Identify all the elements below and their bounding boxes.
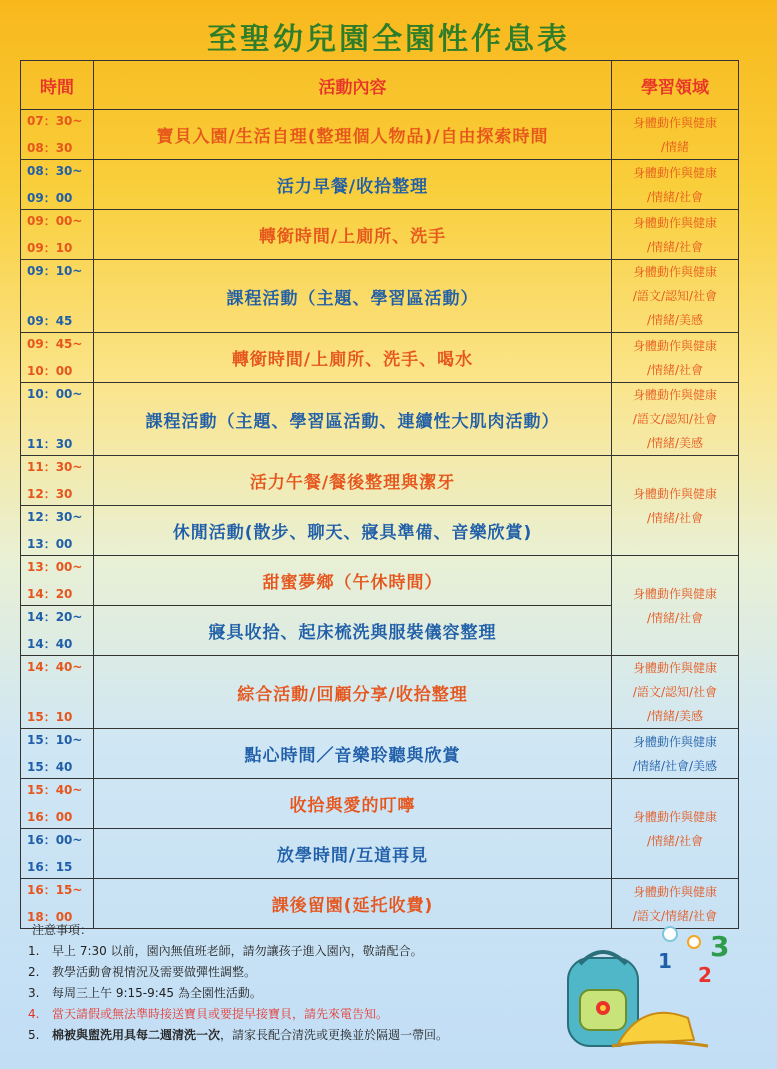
- end-time: 09：00: [27, 191, 73, 205]
- learning-area-line: /情緒/美感: [646, 313, 704, 327]
- activity-cell: 點心時間／音樂聆聽與欣賞: [94, 729, 612, 779]
- activity-cell: 綜合活動/回顧分享/收拾整理: [94, 656, 612, 729]
- activity-cell: 寶貝入園/生活自理(整理個人物品)/自由探索時間: [94, 110, 612, 160]
- start-time: 15：10~: [27, 733, 83, 747]
- activity-cell: 轉銜時間/上廁所、洗手、喝水: [94, 333, 612, 383]
- time-cell: [21, 606, 94, 656]
- backpack-illustration: [548, 920, 748, 1060]
- end-time: 14：20: [27, 587, 73, 601]
- learning-area-cell: [612, 729, 739, 779]
- time-cell: [21, 456, 94, 506]
- learning-area-line: 身體動作與健康: [632, 165, 717, 180]
- learning-area-line: /語文/認知/社會: [632, 685, 718, 699]
- start-time: 16：00~: [27, 833, 83, 847]
- deco-number: 3: [710, 930, 730, 963]
- learning-area-line: /情緒/社會: [646, 239, 704, 254]
- learning-area-cell: [612, 656, 739, 729]
- learning-area-line: 身體動作與健康: [632, 661, 717, 675]
- activity-cell: 轉銜時間/上廁所、洗手: [94, 210, 612, 260]
- learning-area-line: 身體動作與健康: [632, 338, 717, 353]
- learning-area-line: /語文/情緒/社會: [632, 908, 718, 923]
- end-time: 16：15: [27, 860, 73, 874]
- table-row: [21, 456, 739, 506]
- start-time: 07：30~: [27, 114, 83, 128]
- end-time: 12：30: [27, 487, 73, 501]
- deco-number: 2: [698, 963, 712, 987]
- activity-cell: 休閒活動(散步、聊天、寢具準備、音樂欣賞): [94, 506, 612, 556]
- end-time: 14：40: [27, 637, 73, 651]
- learning-area-line: 身體動作與健康: [632, 265, 717, 279]
- note-item: 1. 早上 7:30 以前，園內無值班老師，請勿讓孩子進入園內，敬請配合。: [28, 944, 423, 958]
- table-row: [21, 729, 739, 779]
- time-cell: [21, 160, 94, 210]
- time-cell: [21, 556, 94, 606]
- learning-area-line: /語文/認知/社會: [632, 289, 718, 303]
- table-row: [21, 260, 739, 333]
- end-time: 09：10: [27, 241, 73, 255]
- learning-area-line: /情緒/社會: [646, 833, 704, 848]
- table-row: [21, 210, 739, 260]
- learning-area-cell: [612, 260, 739, 333]
- learning-area-line: 身體動作與健康: [632, 215, 717, 230]
- header-activity: 活動內容: [94, 61, 612, 110]
- start-time: 14：20~: [27, 610, 83, 624]
- note-item: 3. 每周三上午 9:15-9:45 為全園性活動。: [28, 986, 262, 1000]
- end-time: 15：10: [27, 710, 73, 724]
- activity-cell: 甜蜜夢鄉（午休時間）: [94, 556, 612, 606]
- activity-cell: 收拾與愛的叮嚀: [94, 779, 612, 829]
- time-cell: [21, 779, 94, 829]
- learning-area-line: 身體動作與健康: [632, 884, 717, 899]
- activity-cell: 活力午餐/餐後整理與潔牙: [94, 456, 612, 506]
- table-row: [21, 383, 739, 456]
- learning-area-line: 身體動作與健康: [632, 486, 717, 501]
- learning-area-line: 身體動作與健康: [632, 388, 717, 402]
- activity-cell: 課程活動（主題、學習區活動、連續性大肌肉活動）: [94, 383, 612, 456]
- start-time: 12：30~: [27, 510, 83, 524]
- learning-area-line: /情緒/社會: [646, 510, 704, 525]
- notes-section: [28, 920, 448, 1046]
- end-time: 18：00: [27, 910, 73, 924]
- learning-area-cell: [612, 333, 739, 383]
- learning-area-line: /情緒/美感: [646, 436, 704, 450]
- time-cell: [21, 656, 94, 729]
- start-time: 13：00~: [27, 560, 83, 574]
- end-time: 09：45: [27, 314, 73, 328]
- table-row: [21, 556, 739, 606]
- learning-area-cell: [612, 383, 739, 456]
- note-item: 2. 教學活動會視情況及需要做彈性調整。: [28, 965, 257, 979]
- time-cell: [21, 210, 94, 260]
- header-area: 學習領域: [612, 61, 739, 110]
- end-time: 11：30: [27, 437, 73, 451]
- activity-cell: 課程活動（主題、學習區活動）: [94, 260, 612, 333]
- learning-area-line: 身體動作與健康: [632, 115, 717, 130]
- learning-area-line: /情緒/社會: [646, 362, 704, 377]
- time-cell: [21, 729, 94, 779]
- start-time: 15：40~: [27, 783, 83, 797]
- learning-area-line: 身體動作與健康: [632, 734, 717, 749]
- table-header-row: [21, 61, 739, 110]
- table-row: [21, 333, 739, 383]
- start-time: 09：10~: [27, 264, 83, 278]
- activity-cell: 課後留園(延托收費): [94, 879, 612, 929]
- header-time: 時間: [21, 61, 94, 110]
- start-time: 08：30~: [27, 164, 83, 178]
- start-time: 11：30~: [27, 460, 83, 474]
- learning-area-cell: [612, 556, 739, 656]
- table-row: [21, 160, 739, 210]
- learning-area-cell: [612, 210, 739, 260]
- start-time: 14：40~: [27, 660, 83, 674]
- time-cell: [21, 829, 94, 879]
- table-row: [21, 656, 739, 729]
- start-time: 10：00~: [27, 387, 83, 401]
- start-time: 09：00~: [27, 214, 83, 228]
- start-time: 09：45~: [27, 337, 83, 351]
- learning-area-line: /語文/認知/社會: [632, 412, 718, 426]
- learning-area-line: 身體動作與健康: [632, 586, 717, 601]
- schedule-table: [20, 60, 739, 929]
- learning-area-line: /情緒/美感: [646, 709, 704, 723]
- end-time: 15：40: [27, 760, 73, 774]
- activity-cell: 活力早餐/收拾整理: [94, 160, 612, 210]
- notes-title: 注意事項：: [32, 923, 93, 937]
- time-cell: [21, 333, 94, 383]
- learning-area-line: /情緒/社會/美感: [632, 758, 718, 773]
- end-time: 08：30: [27, 141, 73, 155]
- activity-cell: 放學時間/互道再見: [94, 829, 612, 879]
- page-title: 至聖幼兒園全園性作息表: [207, 22, 570, 57]
- learning-area-line: 身體動作與健康: [632, 809, 717, 824]
- learning-area-cell: [612, 779, 739, 879]
- note-item: 5. 棉被與盥洗用具每二週清洗一次，請家長配合清洗或更換並於隔週一帶回。: [28, 1028, 449, 1042]
- time-cell: [21, 506, 94, 556]
- time-cell: [21, 383, 94, 456]
- learning-area-line: /情緒/社會: [646, 189, 704, 204]
- start-time: 16：15~: [27, 883, 83, 897]
- learning-area-cell: [612, 456, 739, 556]
- learning-area-cell: [612, 160, 739, 210]
- table-row: [21, 110, 739, 160]
- learning-area-cell: [612, 110, 739, 160]
- time-cell: [21, 260, 94, 333]
- learning-area-line: /情緒: [660, 139, 690, 154]
- end-time: 16：00: [27, 810, 73, 824]
- table-row: [21, 779, 739, 829]
- activity-cell: 寢具收拾、起床梳洗與服裝儀容整理: [94, 606, 612, 656]
- end-time: 13：00: [27, 537, 73, 551]
- time-cell: [21, 110, 94, 160]
- note-item: 4. 當天請假或無法準時接送寶貝或要提早接寶貝，請先來電告知。: [28, 1007, 389, 1021]
- deco-number: 1: [658, 949, 672, 973]
- learning-area-line: /情緒/社會: [646, 610, 704, 625]
- end-time: 10：00: [27, 364, 73, 378]
